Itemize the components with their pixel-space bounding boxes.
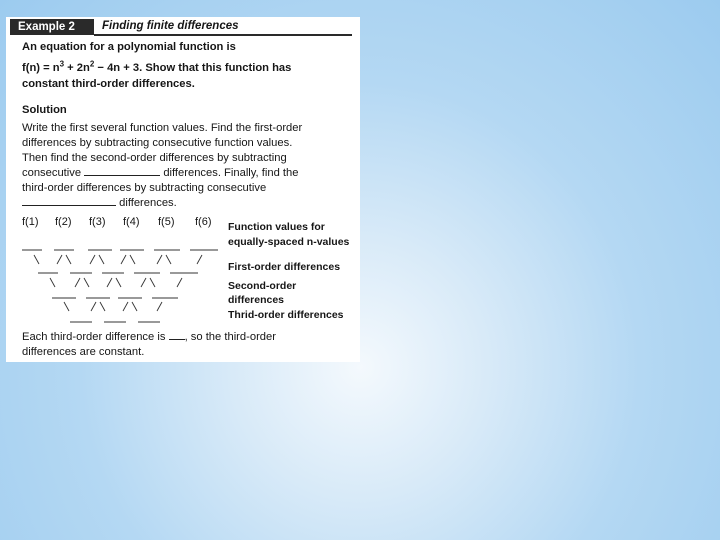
connector-line — [157, 302, 162, 311]
example-tab-label: Example 2 — [10, 19, 94, 35]
connector-line — [197, 255, 202, 264]
connector-line — [34, 255, 39, 264]
solution-line-3: Then find the second-order differences by subtracting — [22, 152, 287, 164]
connector-line — [123, 302, 128, 311]
connector-line — [64, 302, 69, 311]
connector-line — [132, 302, 137, 311]
connector-line — [84, 278, 89, 287]
connector-line — [177, 278, 182, 287]
label-first-order: First-order differences — [228, 261, 341, 273]
function-value-6: f(6) — [195, 216, 212, 228]
fill-blank-3[interactable] — [169, 339, 185, 340]
solution-line-6: differences. — [22, 196, 177, 211]
connector-line — [75, 278, 80, 287]
connector-line — [166, 255, 171, 264]
conclusion-line-2: differences are constant. — [22, 346, 145, 358]
solution-line-5: third-order differences by subtracting consecutive — [22, 182, 267, 194]
connector-line — [121, 255, 126, 264]
connector-line — [66, 255, 71, 264]
function-value-1: f(1) — [22, 216, 39, 228]
function-value-3: f(3) — [89, 216, 106, 228]
connector-line — [90, 255, 95, 264]
connector-line — [57, 255, 62, 264]
connector-line — [157, 255, 162, 264]
connector-line — [116, 278, 121, 287]
solution-line-4: consecutive differences. Finally, find the — [22, 167, 299, 179]
solution-line-2: differences by subtracting consecutive function values. — [22, 137, 293, 149]
connector-line — [100, 302, 105, 311]
solution-line-1: Write the first several function values. Find the first-order — [22, 122, 303, 134]
label-function-values-2: equally-spaced n-values — [228, 236, 350, 248]
label-third-order: Thrid-order differences — [228, 309, 344, 321]
label-second-order-1: Second-order — [228, 280, 297, 292]
connector-line — [150, 278, 155, 287]
textbook-example — [6, 17, 360, 362]
function-value-4: f(4) — [123, 216, 140, 228]
connector-line — [130, 255, 135, 264]
label-second-order-2: differences — [228, 294, 285, 306]
function-value-2: f(2) — [55, 216, 72, 228]
function-equation: $f(n) = n^3 + 2n^2 - 4n + 3$. Show that this function has — [22, 59, 292, 74]
connector-line — [141, 278, 146, 287]
function-value-5: f(5) — [158, 216, 175, 228]
conclusion-line-1: Each third-order difference is , so the third-order — [22, 331, 276, 343]
connector-line — [91, 302, 96, 311]
difference-diagram — [6, 17, 360, 362]
example-title: Finding finite differences — [102, 20, 239, 32]
label-function-values-1: Function values for — [228, 221, 325, 233]
problem-line-1: An equation for a polynomial function is — [22, 41, 236, 53]
problem-line-3: constant third-order differences. — [22, 78, 195, 90]
connector-line — [107, 278, 112, 287]
connector-line — [99, 255, 104, 264]
solution-heading: Solution — [22, 104, 67, 116]
connector-line — [50, 278, 55, 287]
